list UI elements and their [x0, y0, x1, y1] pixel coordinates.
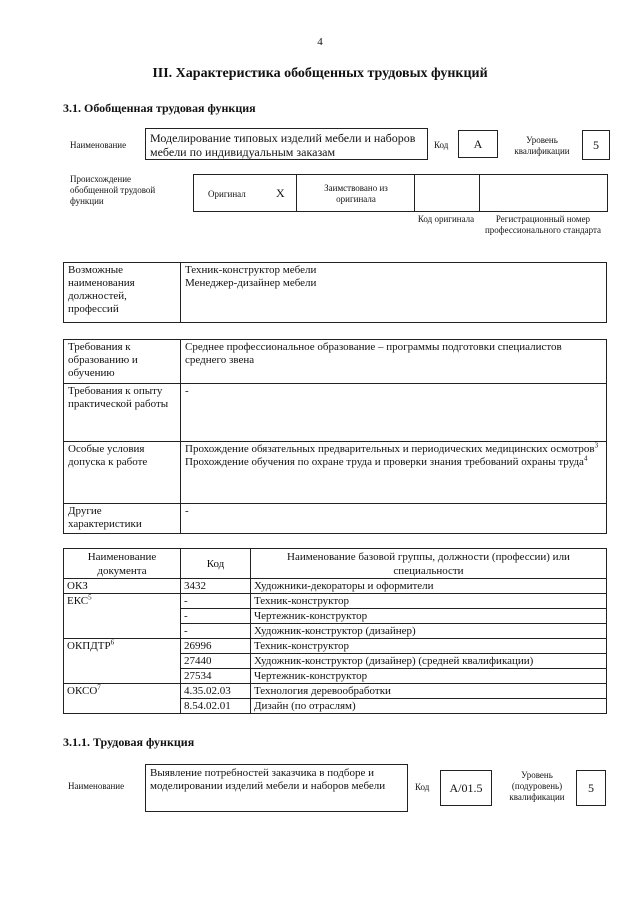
page-number: 4 — [317, 36, 323, 48]
gtf-code-label: Код — [434, 140, 449, 150]
origin-code-caption: Код оригинала — [417, 214, 475, 224]
name-cell: Техник-конструктор — [251, 594, 607, 609]
docs-header-code: Код — [181, 549, 251, 579]
positions-values — [181, 263, 607, 323]
req-special-value — [181, 442, 607, 504]
tf-title: 3.1.1. Трудовая функция — [63, 735, 195, 749]
origin-regnum-caption: Регистрационный номер профессионального стандарта — [484, 214, 602, 235]
gtf-name-value: Моделирование типовых изделий мебели и наборов мебели по индивидуальным заказам — [145, 128, 428, 160]
table-row — [64, 579, 607, 594]
docs-header-name: Наименование базовой группы, должности (профессии) или специальности — [251, 549, 607, 579]
gtf-code-value: А — [458, 130, 498, 158]
positions-table — [63, 262, 607, 323]
doc-cell — [64, 669, 181, 684]
req-experience-value: - — [181, 384, 607, 442]
tf-level-label: Уровень (подуровень) квалификации — [509, 770, 565, 802]
origin-borrowed-label: Заимствовано из оригинала — [324, 183, 388, 204]
code-cell: - — [181, 594, 251, 609]
table-row — [64, 624, 607, 639]
position-item: Техник-конструктор мебели — [185, 264, 317, 276]
req-education-value: Среднее профессиональное образование – программы подготовки специалистов среднего звена — [181, 340, 607, 384]
name-cell: Техник-конструктор — [251, 639, 607, 654]
origin-original-mark: Х — [276, 186, 285, 200]
code-cell: 27534 — [181, 669, 251, 684]
tf-code-value: А/01.5 — [440, 770, 492, 806]
req-experience-label: Требования к опыту практической работы — [64, 384, 181, 442]
gtf-level-label: Уровень квалификации — [514, 135, 570, 156]
tf-name-value: Выявление потребностей заказчика в подборе и моделировании изделий мебели и наборов мебели — [145, 764, 408, 812]
req-education-label: Требования к образованию и обучению — [64, 340, 181, 384]
requirements-table — [63, 339, 607, 534]
table-row — [64, 669, 607, 684]
tf-level-value: 5 — [576, 770, 606, 806]
doc-cell: ОКЗ — [64, 579, 181, 594]
docs-header-doc: Наименование документа — [64, 549, 181, 579]
origin-row — [193, 174, 608, 212]
name-cell: Художники-декораторы и оформители — [251, 579, 607, 594]
name-cell: Художник-конструктор (дизайнер) (средней квалификации) — [251, 654, 607, 669]
table-row — [64, 594, 607, 609]
origin-divider-2 — [414, 175, 415, 211]
name-cell: Чертежник-конструктор — [251, 609, 607, 624]
origin-original-label: Оригинал — [208, 189, 246, 199]
doc-cell — [64, 654, 181, 669]
origin-divider-1 — [296, 175, 297, 211]
gtf-name-label: Наименование — [70, 140, 127, 150]
docs-table — [63, 548, 607, 714]
doc-cell: ОКСО$^7$ — [64, 684, 181, 699]
code-cell: - — [181, 609, 251, 624]
name-cell: Художник-конструктор (дизайнер) — [251, 624, 607, 639]
doc-cell — [64, 609, 181, 624]
code-cell: 3432 — [181, 579, 251, 594]
table-row — [64, 654, 607, 669]
section-title: III. Характеристика обобщенных трудовых функций — [152, 66, 488, 81]
table-row — [64, 699, 607, 714]
position-item: Менеджер-дизайнер мебели — [185, 277, 317, 289]
origin-label: Происхождение обобщенной трудовой функции — [70, 174, 156, 206]
req-other-label: Другие характеристики — [64, 504, 181, 534]
tf-name-label: Наименование — [68, 781, 125, 791]
name-cell: Дизайн (по отраслям) — [251, 699, 607, 714]
doc-cell: ЕКС$^5$ — [64, 594, 181, 609]
doc-cell — [64, 624, 181, 639]
positions-label: Возможные наименования должностей, профессий — [64, 263, 181, 323]
table-row — [64, 639, 607, 654]
origin-divider-3 — [479, 175, 480, 211]
req-special-line: Прохождение обучения по охране труда и проверки знания требований охраны труда$^4$ — [185, 454, 588, 468]
req-other-value: - — [181, 504, 607, 534]
doc-cell — [64, 699, 181, 714]
name-cell: Чертежник-конструктор — [251, 669, 607, 684]
req-special-label: Особые условия допуска к работе — [64, 442, 181, 504]
req-special-line: Прохождение обязательных предварительных и периодических медицинских осмотров$^3$ — [185, 441, 599, 455]
code-cell: 8.54.02.01 — [181, 699, 251, 714]
tf-code-label: Код — [415, 782, 430, 792]
gtf-level-value: 5 — [582, 130, 610, 160]
subsection-title: 3.1. Обобщенная трудовая функция — [63, 101, 256, 115]
table-row — [64, 684, 607, 699]
code-cell: - — [181, 624, 251, 639]
table-row — [64, 609, 607, 624]
code-cell: 4.35.02.03 — [181, 684, 251, 699]
name-cell: Технология деревообработки — [251, 684, 607, 699]
code-cell: 26996 — [181, 639, 251, 654]
code-cell: 27440 — [181, 654, 251, 669]
doc-cell: ОКПДТР$^6$ — [64, 639, 181, 654]
